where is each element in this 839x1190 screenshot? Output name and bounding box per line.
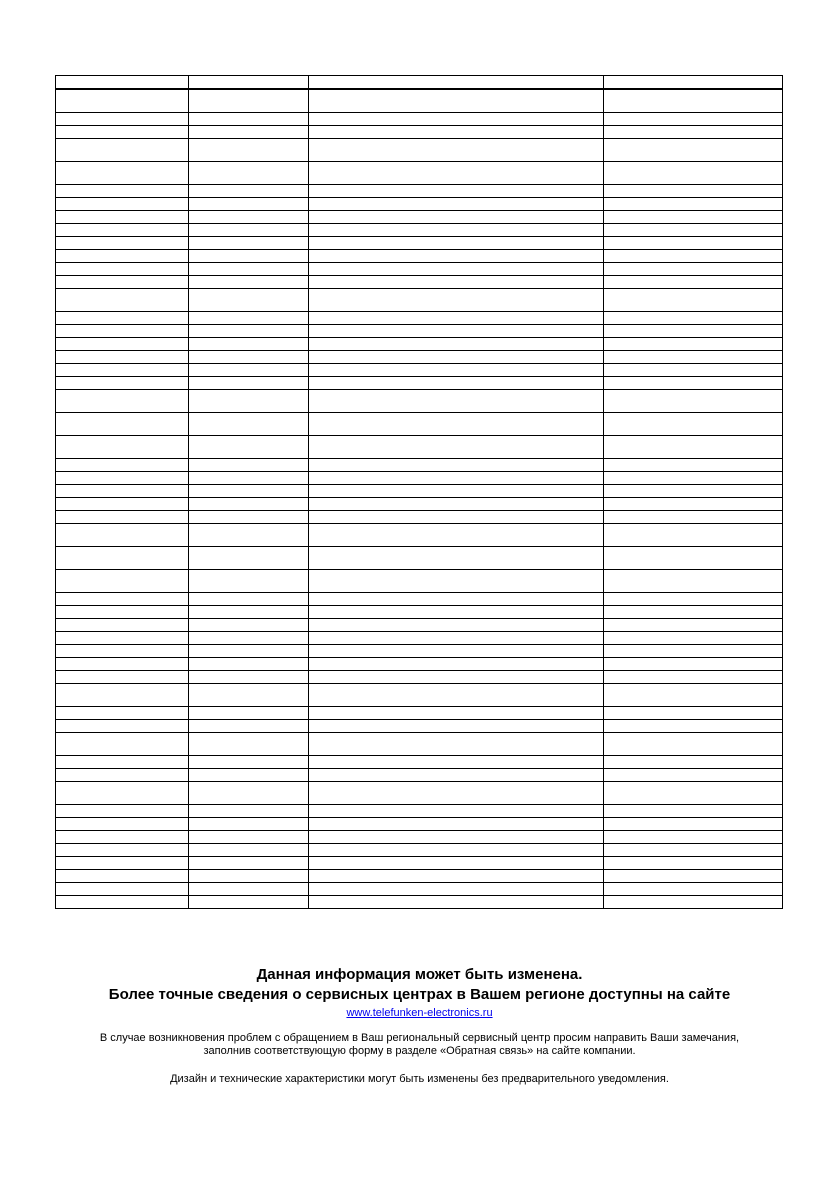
table-row xyxy=(56,185,783,198)
table-row xyxy=(56,756,783,769)
table-cell xyxy=(56,413,189,436)
table-cell xyxy=(189,658,309,671)
table-cell xyxy=(189,224,309,237)
table-cell xyxy=(56,857,189,870)
table-cell xyxy=(309,338,604,351)
table-row xyxy=(56,338,783,351)
table-cell xyxy=(56,237,189,250)
table-cell xyxy=(604,237,783,250)
table-cell xyxy=(309,645,604,658)
table-cell xyxy=(189,524,309,547)
table-cell xyxy=(309,619,604,632)
table-cell xyxy=(309,237,604,250)
table-row xyxy=(56,831,783,844)
table-cell xyxy=(309,250,604,263)
table-cell xyxy=(189,113,309,126)
table-cell xyxy=(56,325,189,338)
table-cell xyxy=(309,185,604,198)
table-row xyxy=(56,472,783,485)
table-cell xyxy=(604,831,783,844)
table-cell xyxy=(309,485,604,498)
table-cell xyxy=(309,524,604,547)
table-cell xyxy=(189,237,309,250)
table-cell xyxy=(604,276,783,289)
table-row xyxy=(56,276,783,289)
website-notice: Более точные сведения о сервисных центрах в Вашем регионе доступны на сайте xyxy=(108,986,731,1003)
table-cell xyxy=(309,162,604,185)
table-row xyxy=(56,390,783,413)
table-row xyxy=(56,782,783,805)
table-row xyxy=(56,250,783,263)
table-cell xyxy=(189,162,309,185)
table-row xyxy=(56,769,783,782)
table-cell xyxy=(604,511,783,524)
table-cell xyxy=(189,139,309,162)
table-cell xyxy=(604,707,783,720)
table-row xyxy=(56,524,783,547)
table-cell xyxy=(189,511,309,524)
table-cell xyxy=(56,684,189,707)
table-cell xyxy=(189,413,309,436)
table-cell xyxy=(56,524,189,547)
table-cell xyxy=(604,76,783,90)
service-centers-table xyxy=(55,75,783,909)
info-change-notice: Данная информация может быть изменена. xyxy=(256,966,583,983)
table-cell xyxy=(604,658,783,671)
table-cell xyxy=(189,671,309,684)
table-cell xyxy=(309,769,604,782)
table-row xyxy=(56,198,783,211)
table-cell xyxy=(56,472,189,485)
table-cell xyxy=(604,89,783,113)
table-cell xyxy=(189,645,309,658)
table-cell xyxy=(309,707,604,720)
table-cell xyxy=(309,671,604,684)
table-cell xyxy=(189,338,309,351)
table-cell xyxy=(189,364,309,377)
table-row xyxy=(56,883,783,896)
table-row xyxy=(56,619,783,632)
table-cell xyxy=(189,211,309,224)
table-cell xyxy=(604,377,783,390)
table-row xyxy=(56,818,783,831)
table-cell xyxy=(309,831,604,844)
table-cell xyxy=(604,524,783,547)
table-row xyxy=(56,720,783,733)
table-cell xyxy=(604,390,783,413)
table-cell xyxy=(604,436,783,459)
table-row xyxy=(56,485,783,498)
table-cell xyxy=(189,185,309,198)
table-cell xyxy=(56,769,189,782)
table-cell xyxy=(604,364,783,377)
table-cell xyxy=(56,198,189,211)
table-row xyxy=(56,224,783,237)
table-cell xyxy=(189,896,309,909)
table-cell xyxy=(309,289,604,312)
table-cell xyxy=(189,782,309,805)
table-cell xyxy=(309,364,604,377)
table-cell xyxy=(189,289,309,312)
table-cell xyxy=(309,276,604,289)
table-cell xyxy=(189,870,309,883)
table-row xyxy=(56,606,783,619)
table-cell xyxy=(56,818,189,831)
table-cell xyxy=(309,498,604,511)
table-cell xyxy=(56,113,189,126)
table-cell xyxy=(56,76,189,90)
table-cell xyxy=(189,733,309,756)
table-cell xyxy=(309,377,604,390)
table-cell xyxy=(56,211,189,224)
table-cell xyxy=(56,606,189,619)
table-row xyxy=(56,459,783,472)
feedback-notice-line2: заполнив соответствующую форму в разделе «Обратная связь» на сайте компании. xyxy=(203,1045,636,1057)
table-cell xyxy=(56,619,189,632)
table-cell xyxy=(189,831,309,844)
table-cell xyxy=(56,870,189,883)
table-row xyxy=(56,377,783,390)
table-cell xyxy=(309,782,604,805)
table-cell xyxy=(309,896,604,909)
table-cell xyxy=(189,883,309,896)
table-cell xyxy=(189,250,309,263)
table-row xyxy=(56,312,783,325)
table-cell xyxy=(309,198,604,211)
table-cell xyxy=(604,756,783,769)
table-cell xyxy=(56,276,189,289)
table-cell xyxy=(189,89,309,113)
table-row xyxy=(56,870,783,883)
table-cell xyxy=(56,883,189,896)
table-cell xyxy=(56,289,189,312)
table-cell xyxy=(56,224,189,237)
table-cell xyxy=(604,720,783,733)
table-cell xyxy=(56,593,189,606)
table-cell xyxy=(309,224,604,237)
feedback-notice-line1: В случае возникновения проблем с обращением в Ваш региональный сервисный центр просим направить Ваши замечания, xyxy=(99,1032,740,1044)
table-cell xyxy=(604,325,783,338)
table-cell xyxy=(56,632,189,645)
table-cell xyxy=(604,498,783,511)
table-cell xyxy=(56,896,189,909)
table-cell xyxy=(189,769,309,782)
table-cell xyxy=(189,707,309,720)
table-cell xyxy=(309,570,604,593)
table-cell xyxy=(189,390,309,413)
table-cell xyxy=(604,547,783,570)
table-cell xyxy=(604,782,783,805)
table-row xyxy=(56,645,783,658)
table-cell xyxy=(604,485,783,498)
table-cell xyxy=(56,498,189,511)
table-cell xyxy=(189,276,309,289)
table-cell xyxy=(604,312,783,325)
table-row xyxy=(56,593,783,606)
table-cell xyxy=(309,658,604,671)
table-cell xyxy=(189,498,309,511)
table-cell xyxy=(309,632,604,645)
table-cell xyxy=(604,645,783,658)
table-cell xyxy=(604,883,783,896)
table-cell xyxy=(604,139,783,162)
table-cell xyxy=(309,593,604,606)
table-cell xyxy=(56,185,189,198)
table-row xyxy=(56,896,783,909)
table-cell xyxy=(309,733,604,756)
table-cell xyxy=(56,720,189,733)
table-cell xyxy=(56,658,189,671)
table-cell xyxy=(309,263,604,276)
table-row xyxy=(56,511,783,524)
table-row xyxy=(56,139,783,162)
table-row xyxy=(56,707,783,720)
table-cell xyxy=(604,263,783,276)
table-cell xyxy=(56,390,189,413)
table-cell xyxy=(56,707,189,720)
table-cell xyxy=(56,338,189,351)
table-cell xyxy=(309,684,604,707)
table-cell xyxy=(56,126,189,139)
table-cell xyxy=(604,593,783,606)
table-cell xyxy=(309,472,604,485)
table-row xyxy=(56,237,783,250)
table-row xyxy=(56,113,783,126)
table-cell xyxy=(309,325,604,338)
table-cell xyxy=(604,289,783,312)
table-cell xyxy=(189,459,309,472)
table-cell xyxy=(604,351,783,364)
table-cell xyxy=(309,351,604,364)
table-cell xyxy=(189,377,309,390)
link-container xyxy=(0,1003,839,1021)
table-cell xyxy=(604,338,783,351)
table-cell xyxy=(189,126,309,139)
table-cell xyxy=(189,472,309,485)
table-cell xyxy=(189,857,309,870)
table-row xyxy=(56,263,783,276)
table-cell xyxy=(309,511,604,524)
table-cell xyxy=(189,619,309,632)
table-cell xyxy=(56,831,189,844)
table-cell xyxy=(604,632,783,645)
table-cell xyxy=(309,844,604,857)
table-cell xyxy=(56,263,189,276)
table-cell xyxy=(604,896,783,909)
table-cell xyxy=(309,76,604,90)
table-row xyxy=(56,325,783,338)
table-cell xyxy=(604,818,783,831)
table-cell xyxy=(604,211,783,224)
table-cell xyxy=(56,312,189,325)
table-cell xyxy=(189,547,309,570)
table-cell xyxy=(56,805,189,818)
table-cell xyxy=(189,684,309,707)
table-cell xyxy=(604,198,783,211)
table-cell xyxy=(309,413,604,436)
table-cell xyxy=(56,89,189,113)
table-cell xyxy=(604,126,783,139)
table-cell xyxy=(189,632,309,645)
table-cell xyxy=(309,870,604,883)
table-cell xyxy=(309,113,604,126)
table-cell xyxy=(56,459,189,472)
table-cell xyxy=(604,472,783,485)
table-cell xyxy=(56,733,189,756)
table-cell xyxy=(309,211,604,224)
design-disclaimer: Дизайн и технические характеристики могут быть изменены без предварительного уведомления. xyxy=(170,1073,669,1085)
table-cell xyxy=(56,645,189,658)
table-row xyxy=(56,733,783,756)
table-cell xyxy=(604,224,783,237)
table-cell xyxy=(309,883,604,896)
table-cell xyxy=(604,162,783,185)
table-cell xyxy=(189,570,309,593)
table-row xyxy=(56,658,783,671)
table-cell xyxy=(309,720,604,733)
table-row xyxy=(56,413,783,436)
table-cell xyxy=(604,769,783,782)
table-cell xyxy=(189,325,309,338)
table-row xyxy=(56,126,783,139)
table-cell xyxy=(189,593,309,606)
table-cell xyxy=(309,756,604,769)
table-cell xyxy=(309,805,604,818)
table-cell xyxy=(56,570,189,593)
table-cell xyxy=(189,485,309,498)
table-cell xyxy=(604,459,783,472)
table-cell xyxy=(56,364,189,377)
table-row xyxy=(56,844,783,857)
table-row xyxy=(56,632,783,645)
table-cell xyxy=(604,857,783,870)
table-cell xyxy=(56,511,189,524)
website-link[interactable]: www.telefunken-electronics.ru xyxy=(346,1007,493,1019)
table-cell xyxy=(309,312,604,325)
table-row xyxy=(56,498,783,511)
table-cell xyxy=(309,818,604,831)
table-cell xyxy=(189,805,309,818)
table-row xyxy=(56,857,783,870)
table-header-row xyxy=(56,76,783,90)
table-cell xyxy=(189,351,309,364)
table-row xyxy=(56,351,783,364)
table-cell xyxy=(189,436,309,459)
table-cell xyxy=(56,844,189,857)
table-cell xyxy=(604,844,783,857)
table-cell xyxy=(189,756,309,769)
table-cell xyxy=(56,250,189,263)
table-cell xyxy=(604,250,783,263)
table-cell xyxy=(604,113,783,126)
table-cell xyxy=(604,619,783,632)
table-row xyxy=(56,570,783,593)
table-cell xyxy=(309,857,604,870)
table-cell xyxy=(309,390,604,413)
table-cell xyxy=(189,263,309,276)
table-cell xyxy=(56,782,189,805)
table-cell xyxy=(189,312,309,325)
table-cell xyxy=(309,436,604,459)
table-cell xyxy=(604,413,783,436)
table-cell xyxy=(604,606,783,619)
table-row xyxy=(56,684,783,707)
table-cell xyxy=(309,139,604,162)
table-cell xyxy=(189,818,309,831)
table-cell xyxy=(604,671,783,684)
table-row xyxy=(56,211,783,224)
table-cell xyxy=(56,756,189,769)
table-row xyxy=(56,671,783,684)
table-cell xyxy=(604,570,783,593)
table-cell xyxy=(189,76,309,90)
table-cell xyxy=(189,198,309,211)
table-cell xyxy=(189,606,309,619)
table-cell xyxy=(604,805,783,818)
table-row xyxy=(56,805,783,818)
table-row xyxy=(56,547,783,570)
table-cell xyxy=(56,436,189,459)
table-row xyxy=(56,89,783,113)
table-cell xyxy=(189,720,309,733)
table-row xyxy=(56,162,783,185)
table-row xyxy=(56,364,783,377)
table-cell xyxy=(56,139,189,162)
table-cell xyxy=(309,606,604,619)
table-cell xyxy=(56,351,189,364)
table-cell xyxy=(604,733,783,756)
table-cell xyxy=(309,547,604,570)
table-cell xyxy=(309,126,604,139)
table-cell xyxy=(56,377,189,390)
table-cell xyxy=(309,459,604,472)
table-cell xyxy=(56,162,189,185)
table-cell xyxy=(604,185,783,198)
table-row xyxy=(56,436,783,459)
table-cell xyxy=(56,485,189,498)
table-cell xyxy=(309,89,604,113)
table-row xyxy=(56,289,783,312)
table-cell xyxy=(604,684,783,707)
table-cell xyxy=(604,870,783,883)
table-cell xyxy=(56,547,189,570)
table-cell xyxy=(56,671,189,684)
table-cell xyxy=(189,844,309,857)
